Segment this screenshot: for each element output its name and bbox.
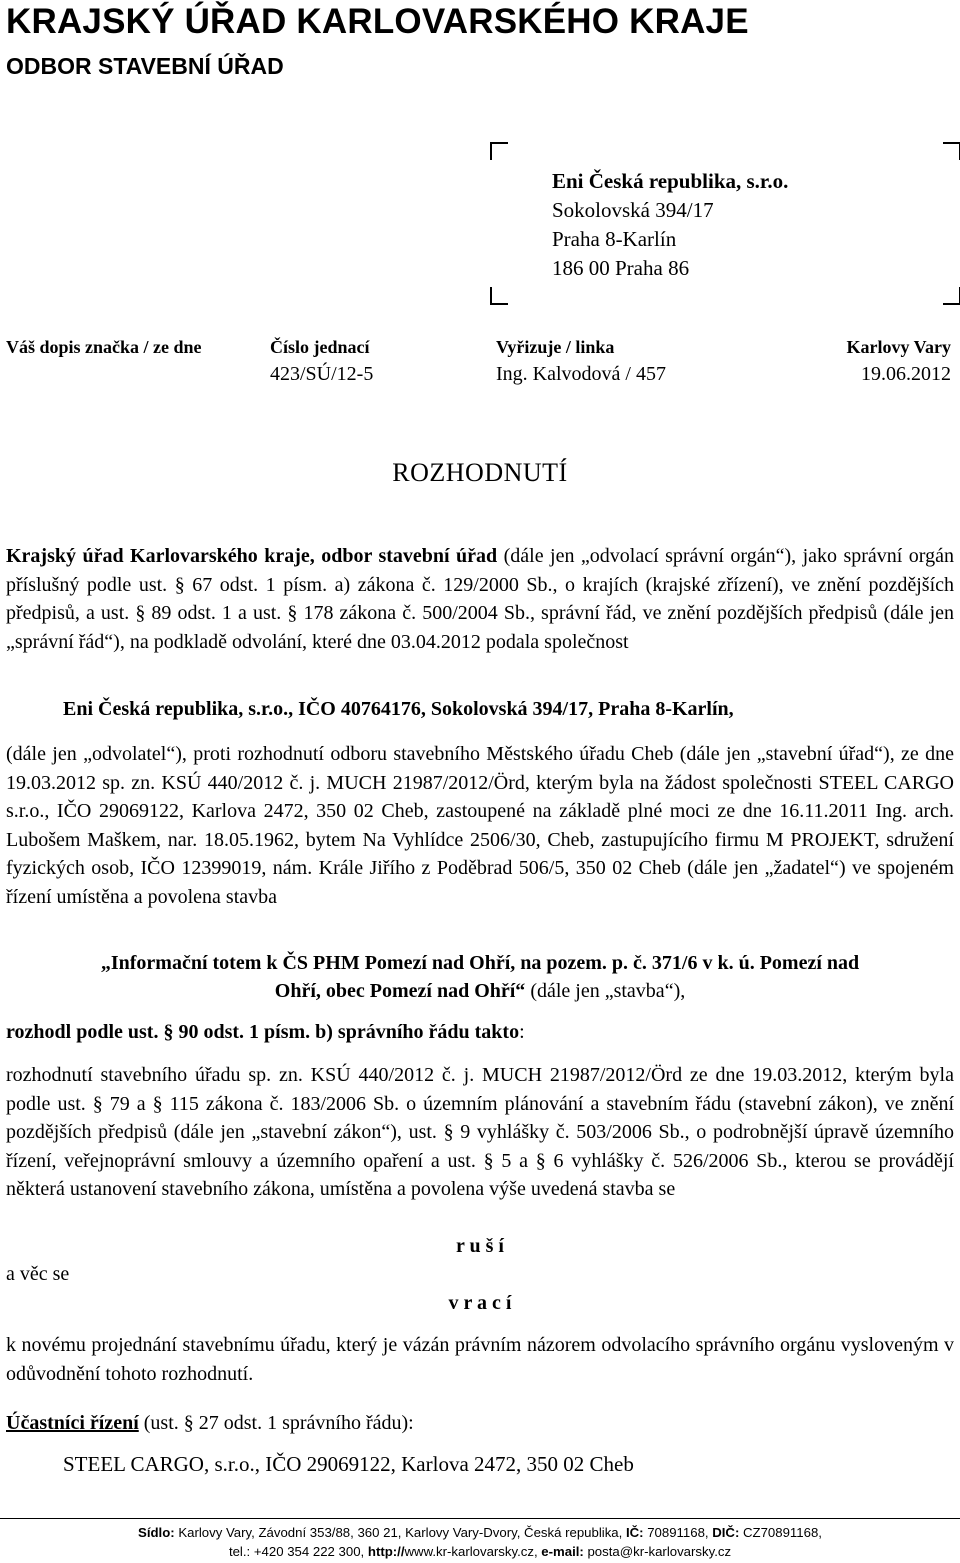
place-label: Karlovy Vary [846, 337, 951, 357]
ref-no-label: Číslo jednací [270, 337, 370, 357]
participants-heading [6, 1412, 954, 1435]
verdict-paragraph: rozhodnutí stavebního úřadu sp. zn. KSÚ 440/2012 č. j. MUCH 21987/2012/Örd ze dne 19.03.2012, kterým byla podle ust. § 79 a § 115 zákona č. 183/2006 Sb. o územním plánování a stavebním řádu (stavební zákon), ve znění pozdějších předpisů (dále jen „stavební zákon“), ust. § 9 vyhlášky č. 503/2006 Sb., o podrobnější úpravě územního řízení, veřejnoprávní smlouvy a územního opaření a ust. § 5 a § 6 vyhlášky č. 526/2006 Sb., kterou se provádějí některá ustanovení stavebního zákona, umístěna a povolena výše uvedená stavba se [6, 1064, 954, 1201]
verdict-cancels: r u š í [456, 1235, 504, 1257]
footer-website[interactable]: www.kr-karlovarsky.cz, [404, 1544, 542, 1559]
footer-line-1 [0, 1525, 960, 1540]
recipient-city: Praha 8-Karlín [552, 227, 677, 251]
project-name-end: Ohří, obec Pomezí nad Ohří“ [274, 980, 526, 1002]
footer-seat-label: Sídlo: [138, 1525, 175, 1540]
footer-email-label: e-mail: [541, 1544, 584, 1559]
address-corner-top-right [943, 142, 960, 160]
ref-no-value: 423/SÚ/12-5 [270, 363, 374, 385]
footer-phone: tel.: +420 354 222 300, [228, 1544, 368, 1559]
intro-text: (dále jen „odvolací správní orgán“), jako správní orgán příslušný podle ust. § 67 odst. 1 písm. a) zákona č. 129/2000 Sb., o krajích (krajské zřízení), ve znění pozdějších předpisů, a ust. § 89 odst. 1 a ust. § 178 zákona č. 500/2004 Sb., správní řád, ve znění pozdějších předpisů (dále jen „správní řád“), na podkladě odvolání, které dne 03.04.2012 podala společnost [6, 545, 954, 653]
recipient-name: Eni Česká republika, s.r.o. [552, 169, 789, 193]
participant-entry: STEEL CARGO, s.r.o., IČO 29069122, Karlova 2472, 350 02 Cheb [63, 1452, 634, 1476]
participants-basis: (ust. § 27 odst. 1 správního řádu): [138, 1412, 414, 1434]
address-corner-bottom-right [943, 287, 960, 305]
decided-text: rozhodl podle ust. § 90 odst. 1 písm. b) správního řádu takto [6, 1021, 520, 1043]
footer-http-label: http:// [367, 1544, 405, 1559]
department-title: ODBOR STAVEBNÍ ÚŘAD [6, 53, 284, 79]
footer-dic-value: CZ70891168, [739, 1525, 822, 1540]
verdict-returns: v r a c í [448, 1292, 512, 1314]
participants-label: Účastníci řízení [6, 1412, 139, 1434]
decided-colon: : [519, 1021, 525, 1043]
footer-email[interactable]: posta@kr-karlovarsky.cz [583, 1544, 732, 1559]
authority-title: KRAJSKÝ ÚŘAD KARLOVARSKÉHO KRAJE [6, 2, 749, 41]
project-line-1: „Informační totem k ČS PHM Pomezí nad Ohří, na pozem. p. č. 371/6 v k. ú. Pomezí nad [100, 952, 860, 974]
footer-ic-label: IČ: [625, 1525, 644, 1540]
project-line-2 [6, 980, 954, 1003]
handler-value: Ing. Kalvodová / 457 [496, 363, 666, 385]
recipient-postal: 186 00 Praha 86 [552, 256, 690, 280]
appellant: Eni Česká republika, s.r.o., IČO 40764176, Sokolovská 394/17, Praha 8-Karlín, [63, 698, 734, 720]
decided-line [6, 1021, 954, 1044]
intro-authority: Krajský úřad Karlovarského kraje, odbor stavební úřad [6, 545, 498, 567]
verdict-matter: a věc se [6, 1263, 70, 1285]
address-corner-top-left [490, 142, 508, 160]
footer-seat-value: Karlovy Vary, Závodní 353/88, 360 21, Karlovy Vary-Dvory, Česká republika, [174, 1525, 626, 1540]
footer-dic-label: DIČ: [712, 1525, 740, 1540]
your-ref-label: Váš dopis značka / ze dne [6, 337, 202, 357]
remand-paragraph: k novému projednání stavebnímu úřadu, který je vázán právním názorem odvolacího správního orgánu vysloveným v odůvodnění tohoto rozhodnutí. [6, 1334, 954, 1385]
footer-line-2 [0, 1544, 960, 1559]
recipient-street: Sokolovská 394/17 [552, 198, 714, 222]
date-value: 19.06.2012 [861, 363, 951, 385]
footer-ic-value: 70891168, [643, 1525, 713, 1540]
project-alias: (dále jen „stavba“), [525, 980, 686, 1002]
intro-paragraph [6, 542, 954, 656]
handler-label: Vyřizuje / linka [496, 337, 615, 357]
address-corner-bottom-left [490, 287, 508, 305]
footer-divider [0, 1518, 960, 1519]
decision-title: ROZHODNUTÍ [392, 458, 568, 487]
appeal-paragraph: (dále jen „odvolatel“), proti rozhodnutí odboru stavebního Městského úřadu Cheb (dále jen „stavební úřad“), ze dne 19.03.2012 sp. zn. KSÚ 440/2012 č. j. MUCH 21987/2012/Örd, kterým byla na žádost společnosti STEEL CARGO s.r.o., IČO 29069122, Karlova 2472, 350 02 Cheb, zastoupené na základě plné moci ze dne 16.11.2011 Ing. arch. Lubošem Maškem, nar. 18.05.1962, bytem Na Vyhlídce 2506/30, Cheb, zastupujícího firmu M PROJEKT, sdružení fyzických osob, IČO 12399019, nám. Krále Jiřího z Poděbrad 506/5, 350 02 Cheb (dále jen „žadatel“) ve spojeném řízení umístěna a povolena stavba [6, 743, 954, 908]
